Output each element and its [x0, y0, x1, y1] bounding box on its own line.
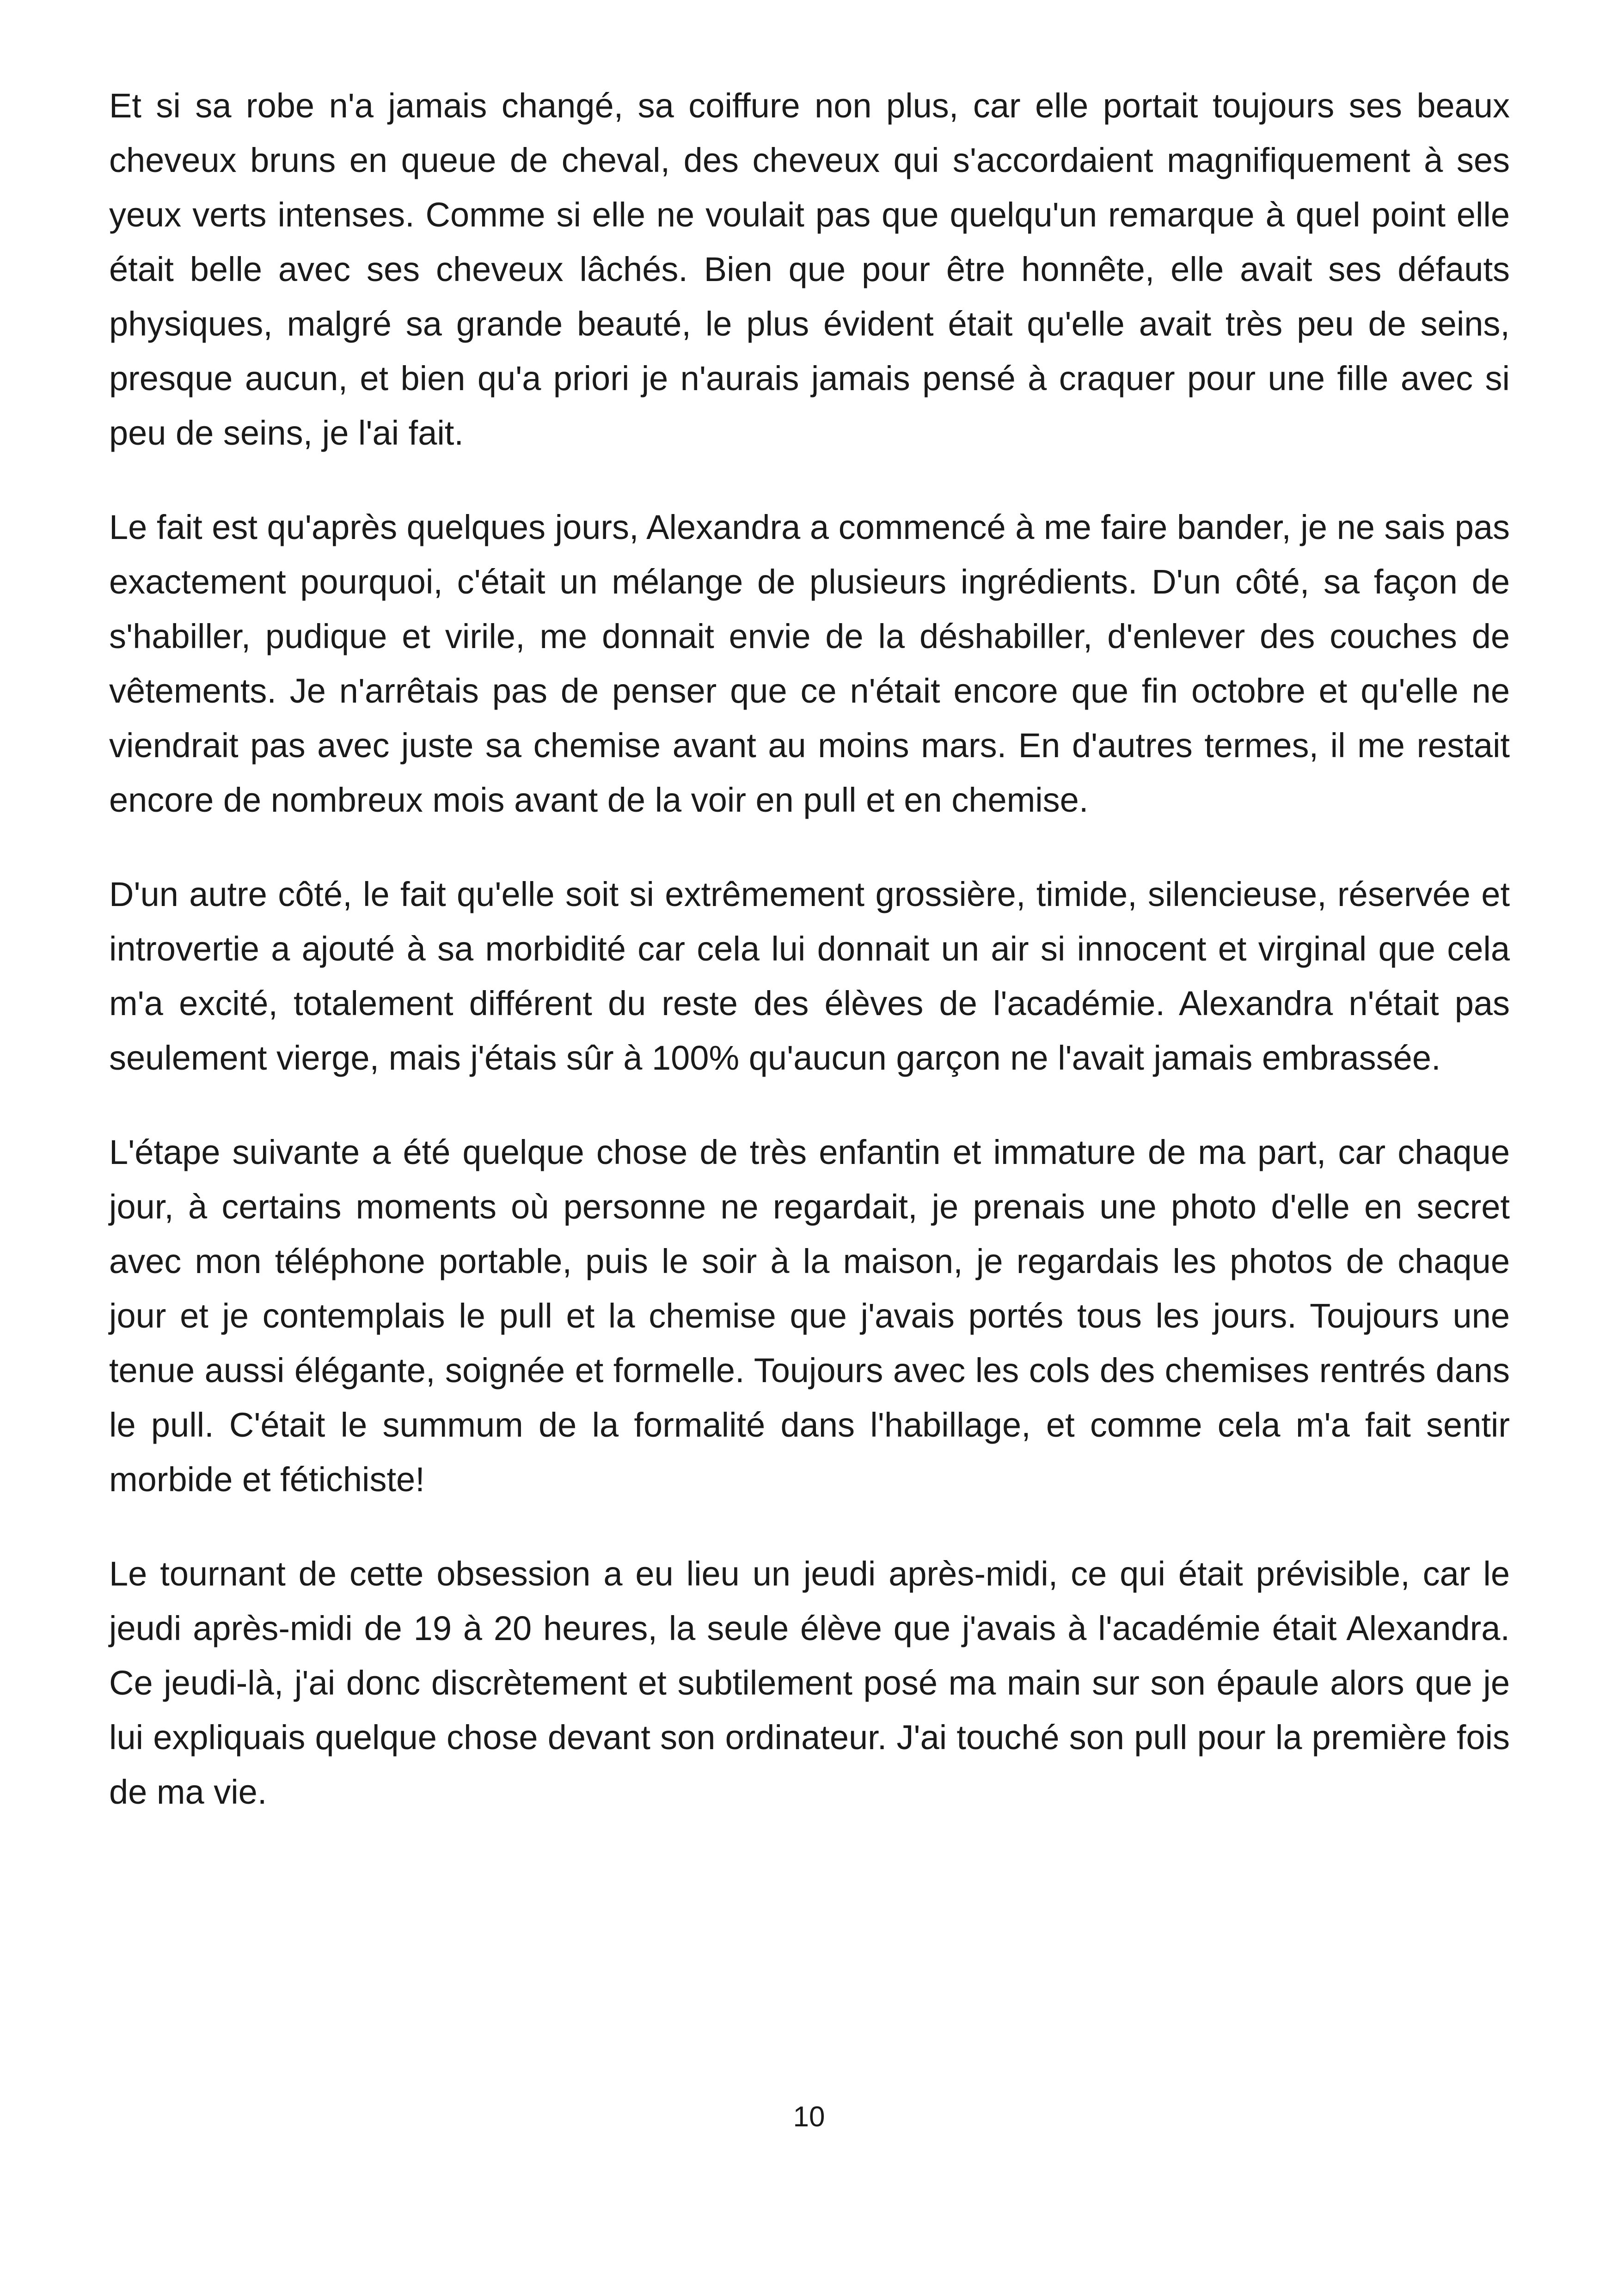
- paragraph-4: L'étape suivante a été quelque chose de très enfantin et immature de ma part, car chaque jour, à certains moments où personne ne regardait, je prenais une photo d'elle en secret avec mon téléphone portable, puis le soir à la maison, je regardais les photos de chaque jour et je contemplais le pull et la chemise que j'avais portés tous les jours. Toujours une tenue aussi élégante, soignée et formelle. Toujours avec les cols des chemises rentrés dans le pull. C'était le summum de la formalité dans l'habillage, et comme cela m'a fait sentir morbide et fétichiste!: [109, 1133, 1510, 1499]
- paragraph-3: D'un autre côté, le fait qu'elle soit si extrêmement grossière, timide, silencieuse, réservée et introvertie a ajouté à sa morbidité car cela lui donnait un air si innocent et virginal que cela m'a excité, totalement différent du reste des élèves de l'académie. Alexandra n'était pas seulement vierge, mais j'étais sûr à 100% qu'aucun garçon ne l'avait jamais embrassée.: [109, 875, 1510, 1077]
- page-number: 10: [793, 2101, 825, 2133]
- paragraph-2: Le fait est qu'après quelques jours, Alexandra a commencé à me faire bander, je ne sais pas exactement pourquoi, c'était un mélange de plusieurs ingrédients. D'un côté, sa façon de s'habiller, pudique et virile, me donnait envie de la déshabiller, d'enlever des couches de vêtements. Je n'arrêtais pas de penser que ce n'était encore que fin octobre et qu'elle ne viendrait pas avec juste sa chemise avant au moins mars. En d'autres termes, il me restait encore de nombreux mois avant de la voir en pull et en chemise.: [109, 508, 1510, 819]
- paragraph-5: Le tournant de cette obsession a eu lieu un jeudi après-midi, ce qui était prévisible, car le jeudi après-midi de 19 à 20 heures, la seule élève que j'avais à l'académie était Alexandra. Ce jeudi-là, j'ai donc discrètement et subtilement posé ma main sur son épaule alors que je lui expliquais quelque chose devant son ordinateur. J'ai touché son pull pour la première fois de ma vie.: [109, 1555, 1510, 1811]
- body-text: [109, 79, 1510, 1819]
- paragraph-1: Et si sa robe n'a jamais changé, sa coiffure non plus, car elle portait toujours ses beaux cheveux bruns en queue de cheval, des cheveux qui s'accordaient magnifiquement à ses yeux verts intenses. Comme si elle ne voulait pas que quelqu'un remarque à quel point elle était belle avec ses cheveux lâchés. Bien que pour être honnête, elle avait ses défauts physiques, malgré sa grande beauté, le plus évident était qu'elle avait très peu de seins, presque aucun, et bien qu'a priori je n'aurais jamais pensé à craquer pour une fille avec si peu de seins, je l'ai fait.: [109, 86, 1510, 452]
